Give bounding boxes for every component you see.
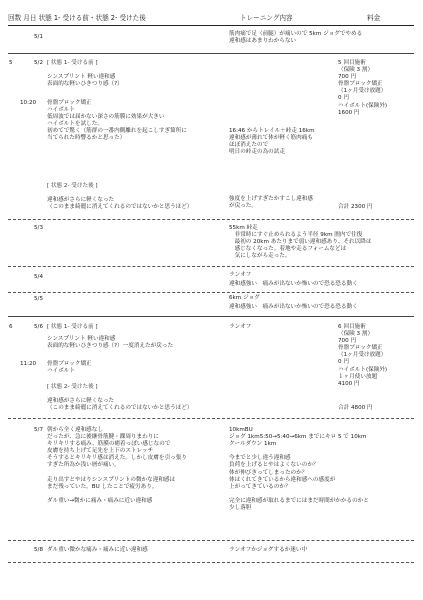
header-fee: 料金 [367,14,381,22]
training-text: 10kmBU ジョグ 1km5:50→5:40→6km までにキロ 5 で 10km クールダウン 1km 今までと少し違う違和感 負荷を上げるとやはよくないのか？ 体が伸びきってしまったのか？ 体はくれてきているから違和感への感度が 上がってきているのか？ 完全に違和感が取れるまでにはまだ時間がかかるのかと 少し落胆 [229,427,369,512]
before-text: シンスプリント 軽い違和感 表面的な軽いひきつり感（?） [47,74,123,88]
session-time: 11:20 [20,361,37,367]
row-divider [8,266,414,267]
row-divider [8,562,414,563]
entry-date: 5/7 [34,427,44,433]
training-text: ランオフ [229,272,252,278]
entry-date: 5/3 [34,225,44,231]
treatment-text: 骨盤ブロック矯正 ハイボルト 低周波では届かない深さの筋膜に効果が大きい ハイボルトを試した。 初めてで驚く（筋群の一番内側離れを起こしすぎ箇所に 当てられた時響るかと思った） [47,100,187,142]
condition-notes: ダル重い微かな痛み・痛みに近い違和感 [47,547,148,553]
treatment-text: 骨盤ブロック矯正 ハイボルト [47,361,92,375]
row-divider [8,540,414,541]
entry-date: 5/6 [34,324,44,330]
after-heading: [ 状態 2- 受けた後 ] [47,384,98,390]
row-divider [8,53,414,54]
session-time: 10:20 [20,100,37,106]
training-text: 6km ジョグ [229,295,260,301]
header-training: トレーニング内容 [240,14,293,22]
training-text: 16:46 からトレイル＋峠走 16km 違和感が薄れて体が軽く筋肉痛も ほぼ消えたので 明日の峠走の為の試走 [229,128,315,156]
after-heading: [ 状態 2- 受けた後 ] [47,183,98,189]
table-header [8,12,414,26]
entry-date: 5/1 [34,34,44,40]
training-text: ランオフ [229,324,252,330]
training-note: 違和感強い 痛みが出ないか怖いので恐る恐る動く [229,281,358,287]
before-heading: [ 状態 1- 受ける前 ] [47,324,98,330]
after-text: 違和感がさらに軽くなった （このまま綺麗に消えてくれるのではないかと思うほど） [47,197,193,211]
session-count: 5 [9,60,13,66]
entry-date: 5/4 [34,274,44,280]
row-divider [8,219,414,220]
before-text: シンスプリント 軽い違和感 表面的な軽いひきつり感（?）一度消えたが戻った [47,336,174,350]
row-divider [8,316,414,317]
training-note: 強度を上げすぎたかすこし違和感 が戻った。 [229,196,313,210]
entry-date: 5/5 [34,296,44,302]
entry-date: 5/8 [34,547,44,553]
fee-total: 合計 4800 円 [338,405,373,411]
fee-text: 5 回目施術 （保険 3 割） 700 円 骨盤ブロック矯正 （1ヶ月受け放題） 0 円 ハイボルト(保険外) 1600 円 [338,60,388,116]
entry-date: 5/2 [34,60,44,66]
session-count: 6 [9,324,13,330]
training-text: 筋肉痛で足（前腿）が痛いので 5km ジョグでやめる 違和感はあまりわからない [229,31,363,45]
before-heading: [ 状態 1- 受ける前 ] [47,60,98,66]
fee-total: 合計 2300 円 [338,204,373,210]
after-text: 違和感がさらに軽くなった （このまま綺麗に消えてくれるのではないかと思うほど） [47,398,193,412]
fee-text: 6 回目施術 （保険 3 割） 700 円 骨盤ブロック矯正 （1ヶ月受け放題） 0 円 ハイボルト(保険外) １ヶ月使い放題 4100 円 [338,324,388,387]
training-text: ランオフかジョグするか迷い中 [229,547,308,553]
row-divider [8,418,414,419]
row-divider [8,292,414,293]
training-text: 55km 峠走 非常時にすぐ止められるよう半径 9km 圏内で往復 最初の 20km あたりまで弱い違和感あり、それ以降は 感じなくなった。着地や走るフォームなどは 気にしながら走った。 [229,225,372,260]
condition-notes: 朝から全く違和感なし だったが、急に後継骨筋腱・踝周りまわりに キリキリする痛み、筋膜の癒着っぽい感じなので 皮膚を持ち上げて足先を上下のストレッチ そうするとキリキリ感は消えた。しかし皮膚を引っ張り すぎた所為か浅い層が痛い。 走り出すとやはりシンスプリントの微かな違和感は まだ残っていた。BU したことで疲労あり。 ダル重い→微かに痛み・痛みに近い違和感 [47,427,187,504]
training-note: 違和感強い 痛みが出ないか怖いので恐る恐る動く [229,304,358,310]
header-date-state: 回数 月日 状態 1- 受ける前・状態 2- 受けた後 [8,14,146,22]
